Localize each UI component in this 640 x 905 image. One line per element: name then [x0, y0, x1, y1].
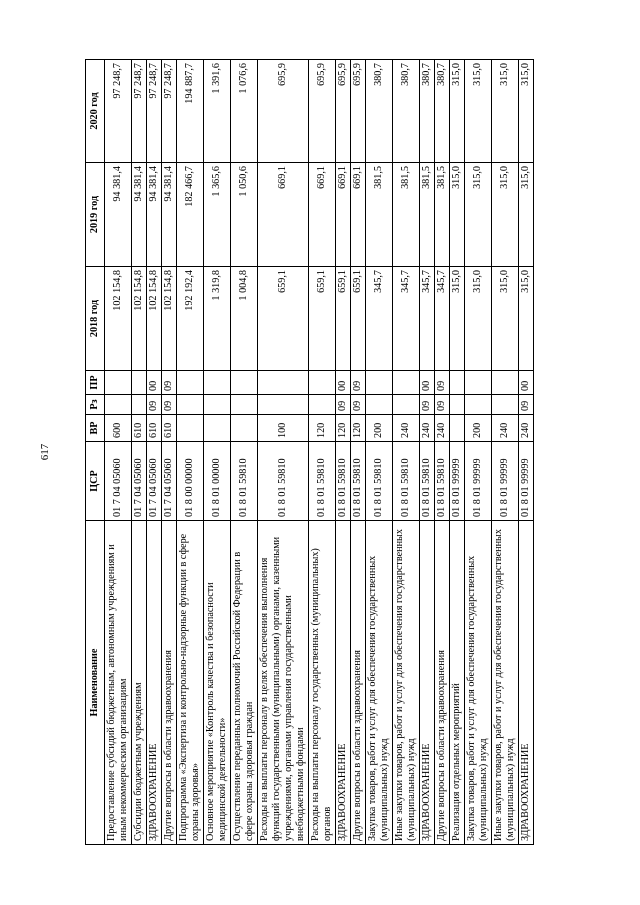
cell-rz [492, 395, 519, 415]
cell-pr [204, 371, 231, 395]
cell-csr: 01 7 04 05060 [105, 442, 132, 521]
cell-csr: 01 8 01 00000 [204, 442, 231, 521]
cell-rz [450, 395, 465, 415]
table-row [465, 60, 492, 845]
cell-csr: 01 8 01 59810 [336, 442, 351, 521]
cell-2018: 1 319,8 [204, 267, 231, 371]
cell-vr: 240 [435, 415, 450, 442]
cell-2020: 380,7 [393, 60, 420, 163]
table-row [147, 60, 162, 845]
table-row [336, 60, 351, 845]
cell-pr [258, 371, 309, 395]
cell-2020: 315,0 [465, 60, 492, 163]
cell-csr: 01 8 01 99999 [519, 442, 534, 521]
cell-2018: 345,7 [420, 267, 435, 371]
cell-rz [177, 395, 204, 415]
cell-2020: 97 248,7 [105, 60, 132, 163]
cell-2018: 315,0 [492, 267, 519, 371]
cell-2020: 695,9 [258, 60, 309, 163]
cell-name: ЗДРАВООХРАНЕНИЕ [147, 521, 162, 845]
table-row [393, 60, 420, 845]
cell-csr: 01 7 04 05060 [147, 442, 162, 521]
cell-pr: 09 [435, 371, 450, 395]
cell-vr: 200 [366, 415, 393, 442]
header-csr: ЦСР [86, 442, 105, 521]
header-pr: ПР [86, 371, 105, 395]
cell-pr: 00 [420, 371, 435, 395]
cell-2018: 659,1 [351, 267, 366, 371]
table-row [177, 60, 204, 845]
cell-pr: 00 [147, 371, 162, 395]
cell-csr: 01 8 01 59810 [258, 442, 309, 521]
cell-pr [132, 371, 147, 395]
cell-pr [231, 371, 258, 395]
cell-vr: 100 [258, 415, 309, 442]
cell-vr: 120 [351, 415, 366, 442]
table-row [309, 60, 336, 845]
cell-2020: 380,7 [366, 60, 393, 163]
cell-rz [366, 395, 393, 415]
cell-2018: 102 154,8 [147, 267, 162, 371]
cell-2018: 345,7 [435, 267, 450, 371]
budget-table-sheet [85, 60, 563, 845]
cell-2019: 381,5 [435, 163, 450, 267]
cell-rz [105, 395, 132, 415]
cell-vr [450, 415, 465, 442]
cell-rz: 09 [336, 395, 351, 415]
cell-vr: 610 [132, 415, 147, 442]
cell-csr: 01 8 01 59810 [420, 442, 435, 521]
cell-vr [177, 415, 204, 442]
cell-pr [450, 371, 465, 395]
cell-vr: 240 [519, 415, 534, 442]
cell-vr [231, 415, 258, 442]
cell-vr: 120 [336, 415, 351, 442]
cell-csr: 01 8 00 00000 [177, 442, 204, 521]
cell-vr: 120 [309, 415, 336, 442]
cell-2019: 381,5 [393, 163, 420, 267]
cell-name: ЗДРАВООХРАНЕНИЕ [519, 521, 534, 845]
cell-name: Другие вопросы в области здравоохранения [162, 521, 177, 845]
cell-rz: 09 [435, 395, 450, 415]
cell-vr: 200 [465, 415, 492, 442]
table-row [492, 60, 519, 845]
cell-2018: 659,1 [309, 267, 336, 371]
cell-name: Иные закупки товаров, работ и услуг для обеспечения государственных (муниципальных) нужд [492, 521, 519, 845]
cell-csr: 01 8 01 59810 [366, 442, 393, 521]
cell-2020: 97 248,7 [162, 60, 177, 163]
cell-2019: 669,1 [336, 163, 351, 267]
cell-2019: 315,0 [465, 163, 492, 267]
cell-csr: 01 8 01 59810 [393, 442, 420, 521]
table-body [105, 60, 534, 845]
cell-2019: 94 381,4 [132, 163, 147, 267]
header-year-2019: 2019 год [86, 163, 105, 267]
cell-name: Закупка товаров, работ и услуг для обеспечения государственных (муниципальных) нужд [465, 521, 492, 845]
cell-pr [366, 371, 393, 395]
cell-rz [393, 395, 420, 415]
cell-2018: 315,0 [465, 267, 492, 371]
cell-2019: 1 050,6 [231, 163, 258, 267]
table-row [420, 60, 435, 845]
cell-name: Расходы на выплаты персоналу в целях обеспечения выполнения функций государственными (муниципальными) органами, казенными учреждениями, органами управления государственными внебюджетными фондами [258, 521, 309, 845]
cell-vr [204, 415, 231, 442]
cell-rz: 09 [147, 395, 162, 415]
header-year-2018: 2018 год [86, 267, 105, 371]
cell-2018: 659,1 [258, 267, 309, 371]
cell-2018: 102 154,8 [132, 267, 147, 371]
cell-rz: 09 [351, 395, 366, 415]
cell-name: Подпрограмма «Экспертиза и контрольно-надзорные функции в сфере охраны здоровья» [177, 521, 204, 845]
cell-csr: 01 8 01 59810 [435, 442, 450, 521]
cell-2018: 315,0 [450, 267, 465, 371]
table-row [231, 60, 258, 845]
cell-2018: 102 154,8 [105, 267, 132, 371]
cell-2018: 345,7 [366, 267, 393, 371]
cell-2020: 1 391,6 [204, 60, 231, 163]
cell-rz: 09 [519, 395, 534, 415]
cell-2019: 669,1 [258, 163, 309, 267]
cell-vr: 610 [147, 415, 162, 442]
cell-pr [393, 371, 420, 395]
cell-vr: 240 [393, 415, 420, 442]
cell-2020: 315,0 [519, 60, 534, 163]
cell-rz [465, 395, 492, 415]
cell-pr [465, 371, 492, 395]
cell-pr [492, 371, 519, 395]
cell-rz [132, 395, 147, 415]
table-row [435, 60, 450, 845]
cell-2019: 669,1 [309, 163, 336, 267]
cell-csr: 01 7 04 05060 [162, 442, 177, 521]
cell-pr [177, 371, 204, 395]
cell-2019: 381,5 [366, 163, 393, 267]
header-vr: ВР [86, 415, 105, 442]
cell-name: ЗДРАВООХРАНЕНИЕ [420, 521, 435, 845]
cell-vr: 610 [162, 415, 177, 442]
cell-2019: 315,0 [519, 163, 534, 267]
cell-rz [204, 395, 231, 415]
cell-rz [309, 395, 336, 415]
cell-2019: 669,1 [351, 163, 366, 267]
cell-pr [105, 371, 132, 395]
cell-csr: 01 8 01 99999 [450, 442, 465, 521]
cell-2019: 182 466,7 [177, 163, 204, 267]
header-year-2020: 2020 год [86, 60, 105, 163]
cell-rz [258, 395, 309, 415]
cell-rz [231, 395, 258, 415]
cell-name: Предоставление субсидий бюджетным, автономным учреждениям и иным некоммерческим организациям [105, 521, 132, 845]
cell-name: Иные закупки товаров, работ и услуг для обеспечения государственных (муниципальных) нужд [393, 521, 420, 845]
cell-vr: 240 [420, 415, 435, 442]
cell-name: Осуществление переданных полномочий Российской Федерации в сфере охраны здоровья граждан [231, 521, 258, 845]
cell-2019: 315,0 [492, 163, 519, 267]
header-name: Наименование [86, 521, 105, 845]
cell-2020: 194 887,7 [177, 60, 204, 163]
cell-2019: 381,5 [420, 163, 435, 267]
cell-pr: 09 [351, 371, 366, 395]
cell-csr: 01 8 01 99999 [492, 442, 519, 521]
cell-name: Другие вопросы в области здравоохранения [351, 521, 366, 845]
cell-2018: 315,0 [519, 267, 534, 371]
cell-name: Другие вопросы в области здравоохранения [435, 521, 450, 845]
cell-2020: 695,9 [309, 60, 336, 163]
cell-csr: 01 8 01 59810 [351, 442, 366, 521]
cell-2019: 94 381,4 [105, 163, 132, 267]
cell-pr: 00 [519, 371, 534, 395]
cell-vr: 600 [105, 415, 132, 442]
cell-pr: 00 [336, 371, 351, 395]
table-header-row [86, 60, 105, 845]
cell-name: Закупка товаров, работ и услуг для обеспечения государственных (муниципальных) нужд [366, 521, 393, 845]
table-row [519, 60, 534, 845]
cell-2019: 315,0 [450, 163, 465, 267]
table-row [204, 60, 231, 845]
cell-2018: 659,1 [336, 267, 351, 371]
cell-2020: 380,7 [420, 60, 435, 163]
table-row [132, 60, 147, 845]
header-rz: Рз [86, 395, 105, 415]
table-row [351, 60, 366, 845]
cell-2018: 192 192,4 [177, 267, 204, 371]
cell-2019: 94 381,4 [162, 163, 177, 267]
table-row [258, 60, 309, 845]
cell-vr: 240 [492, 415, 519, 442]
cell-pr: 09 [162, 371, 177, 395]
budget-table [85, 59, 534, 845]
cell-csr: 01 8 01 99999 [465, 442, 492, 521]
cell-csr: 01 8 01 59810 [309, 442, 336, 521]
cell-csr: 01 8 01 59810 [231, 442, 258, 521]
cell-2020: 97 248,7 [147, 60, 162, 163]
cell-2019: 94 381,4 [147, 163, 162, 267]
cell-2020: 380,7 [435, 60, 450, 163]
table-row [450, 60, 465, 845]
cell-name: Субсидии бюджетным учреждениям [132, 521, 147, 845]
table-row [105, 60, 132, 845]
cell-2020: 695,9 [351, 60, 366, 163]
cell-name: Реализация отдельных мероприятий [450, 521, 465, 845]
cell-2020: 315,0 [450, 60, 465, 163]
cell-rz: 09 [162, 395, 177, 415]
cell-2018: 345,7 [393, 267, 420, 371]
cell-2019: 1 365,6 [204, 163, 231, 267]
cell-2020: 97 248,7 [132, 60, 147, 163]
cell-2020: 1 076,6 [231, 60, 258, 163]
cell-csr: 01 7 04 05060 [132, 442, 147, 521]
table-row [162, 60, 177, 845]
cell-rz: 09 [420, 395, 435, 415]
cell-name: Основное мероприятие «Контроль качества и безопасности медицинской деятельности» [204, 521, 231, 845]
page-number: 617 [39, 443, 51, 461]
cell-pr [309, 371, 336, 395]
cell-2018: 102 154,8 [162, 267, 177, 371]
cell-2020: 695,9 [336, 60, 351, 163]
cell-2018: 1 004,8 [231, 267, 258, 371]
cell-name: ЗДРАВООХРАНЕНИЕ [336, 521, 351, 845]
cell-2020: 315,0 [492, 60, 519, 163]
cell-name: Расходы на выплаты персоналу государственных (муниципальных) органов [309, 521, 336, 845]
table-row [366, 60, 393, 845]
